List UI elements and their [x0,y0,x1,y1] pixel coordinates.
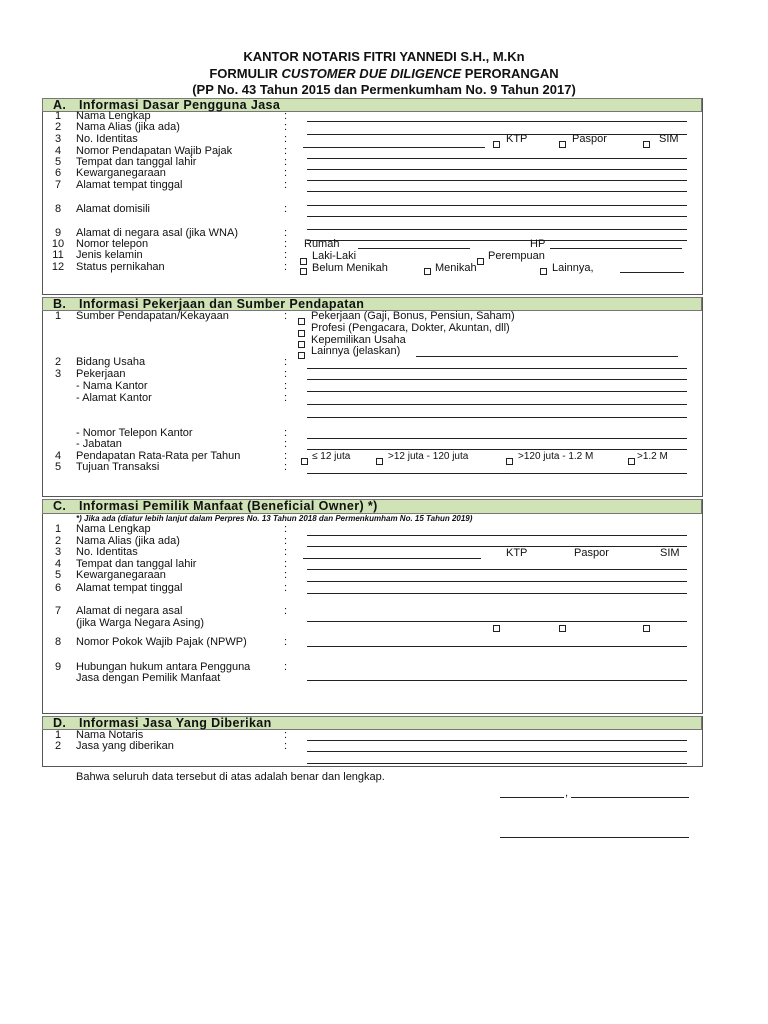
row-label: Sumber Pendapatan/Kekayaan [76,310,229,322]
row-colon: : [284,121,288,133]
row-label: - Nomor Telepon Kantor [76,427,193,439]
row-label: Bidang Usaha [76,356,146,368]
checkbox-single[interactable] [300,268,307,275]
row-colon: : [284,461,288,473]
row-colon: : [284,238,288,250]
row-label: Tempat dan tanggal lahir [76,558,197,570]
section-c-note: *) Jika ada (diatur lebih lanjut dalam Perpres No. 13 Tahun 2018 dan Permenkumham No. 15 Tahun 2019) [76,514,473,523]
field-line[interactable] [307,169,687,170]
row-number: 1 [54,310,62,322]
phone-home-line[interactable] [358,248,470,249]
signature-name-line[interactable] [500,837,689,838]
section-d-header [42,716,702,730]
section-b-letter: B. [53,297,67,311]
row-label: - Jabatan [76,438,122,450]
row-label: Alamat tempat tinggal [76,582,183,594]
row-label: No. Identitas [76,546,138,558]
gender-male: Laki-Laki [312,250,357,262]
checkbox-src-job[interactable] [298,318,305,325]
form-title-suffix: PERORANGAN [461,66,559,81]
checkbox-src-profession[interactable] [298,330,305,337]
field-line[interactable] [307,121,687,122]
income-source-job: Pekerjaan (Gaji, Bonus, Pensiun, Saham) [311,310,515,322]
row-colon: : [284,156,288,168]
row-number: 3 [54,133,62,145]
row-number: 9 [54,227,62,239]
bo-checkbox-ktp[interactable] [493,625,500,632]
row-label: - Alamat Kantor [76,392,152,404]
row-colon: : [284,310,288,322]
row-number: 4 [54,558,62,570]
row-label: Jasa dengan Pemilik Manfaat [76,672,221,684]
form-title-italic: CUSTOMER DUE DILIGENCE [281,66,462,81]
row-label: Nama Alias (jika ada) [76,121,180,133]
checkbox-married[interactable] [424,268,431,275]
field-line[interactable] [307,191,687,192]
section-c-header [42,499,702,514]
row-colon: : [284,145,288,157]
row-label: Tempat dan tanggal lahir [76,156,197,168]
income-source-other: Lainnya (jelaskan) [311,345,401,357]
row-number: 9 [54,661,62,673]
row-label: Status pernikahan [76,261,165,273]
row-number: 1 [54,523,62,535]
checkbox-female[interactable] [477,258,484,265]
row-number: 11 [52,249,64,261]
checkbox-marital-other[interactable] [540,268,547,275]
row-label: Jasa yang diberikan [76,740,174,752]
income-source-profession: Profesi (Pengacara, Dokter, Akuntan, dll) [311,322,510,334]
field-line[interactable] [307,417,687,418]
row-label: Nomor telepon [76,238,149,250]
id-type-sim: SIM [659,133,679,145]
statement: Bahwa seluruh data tersebut di atas adalah benar dan lengkap. [76,771,385,783]
row-colon: : [284,133,288,145]
form-title [0,66,768,81]
row-label: Pendapatan Rata-Rata per Tahun [76,450,241,462]
row-label: (jika Warga Negara Asing) [76,617,204,629]
field-line[interactable] [307,229,687,230]
bo-id-type-sim: SIM [660,547,680,559]
checkbox-male[interactable] [300,258,307,265]
field-line[interactable] [307,581,687,582]
row-label: Nomor Pokok Wajib Pajak (NPWP) [76,636,247,648]
row-label: Hubungan hukum antara Pengguna [76,661,251,673]
income-other-line[interactable] [416,356,678,357]
field-line[interactable] [307,438,687,439]
row-colon: : [284,392,288,404]
row-number: 5 [54,461,62,473]
row-colon: : [284,582,288,594]
phone-hp-line[interactable] [550,248,682,249]
field-line[interactable] [307,646,687,647]
row-number: 2 [54,535,62,547]
gender-female: Perempuan [488,250,545,262]
bo-id-type-ktp: KTP [506,547,528,559]
field-line[interactable] [307,593,687,594]
row-colon: : [284,203,288,215]
field-line[interactable] [307,449,687,450]
field-line[interactable] [307,379,687,380]
section-b-header [42,297,702,311]
row-number: 2 [54,356,62,368]
row-number: 1 [54,729,62,741]
checkbox-src-other[interactable] [298,352,305,359]
row-number: 12 [51,261,65,273]
row-number: 10 [51,238,65,250]
row-colon: : [284,558,288,570]
field-line[interactable] [307,205,687,206]
income-source-business: Kepemilikan Usaha [311,334,406,346]
section-c-letter: C. [53,499,67,513]
income-range-1: ≤ 12 juta [312,451,351,462]
row-number: 5 [54,156,62,168]
row-colon: : [284,450,288,462]
row-colon: : [284,427,288,439]
row-label: Alamat di negara asal (jika WNA) [76,227,239,239]
section-a-title: Informasi Dasar Pengguna Jasa [79,98,281,112]
form-title-prefix: FORMULIR [209,66,282,81]
row-label: Nama Notaris [76,729,144,741]
row-label: - Nama Kantor [76,380,148,392]
row-number: 2 [54,740,62,752]
row-number: 6 [54,167,62,179]
section-d-title: Informasi Jasa Yang Diberikan [79,716,272,730]
row-colon: : [284,729,288,741]
row-label: Nama Lengkap [76,523,151,535]
field-line[interactable] [307,763,687,764]
row-label: Jenis kelamin [76,249,143,261]
checkbox-income-1[interactable] [301,458,308,465]
checkbox-sim[interactable] [643,141,650,148]
field-line[interactable] [307,740,687,741]
phone-hp-label: HP [530,238,546,250]
row-label: Nama Lengkap [76,110,151,122]
row-label: Kewarganegaraan [76,167,166,179]
checkbox-src-business[interactable] [298,341,305,348]
checkbox-income-3[interactable] [506,458,513,465]
row-label: Alamat di negara asal [76,605,183,617]
field-line[interactable] [307,751,687,752]
row-colon: : [284,110,288,122]
office-title: KANTOR NOTARIS FITRI YANNEDI S.H., M.Kn [243,49,525,64]
row-number: 8 [54,636,62,648]
row-label: Alamat domisili [76,203,150,215]
phone-home-label: Rumah [304,238,340,250]
row-colon: : [284,179,288,191]
row-colon: : [284,661,288,673]
income-range-2: >12 juta - 120 juta [388,451,469,462]
row-number: 8 [54,203,62,215]
row-label: Kewarganegaraan [76,569,166,581]
field-line[interactable] [307,180,687,181]
row-colon: : [284,523,288,535]
row-colon: : [284,546,288,558]
section-b-title: Informasi Pekerjaan dan Sumber Pendapatan [79,297,365,311]
marital-married: Menikah [435,262,477,274]
row-label: Tujuan Transaksi [76,461,160,473]
row-colon: : [284,636,288,648]
marital-other-line[interactable] [620,272,684,273]
row-colon: : [284,356,288,368]
row-colon: : [284,368,288,380]
row-number: 4 [54,450,62,462]
field-line[interactable] [307,158,687,159]
row-number: 3 [54,368,62,380]
field-line[interactable] [307,680,687,681]
row-label: No. Identitas [76,133,138,145]
row-number: 1 [54,110,62,122]
signature-place-line[interactable] [500,797,564,798]
row-colon: : [284,227,288,239]
row-number: 4 [54,145,62,157]
row-colon: : [284,261,288,273]
section-d-letter: D. [53,716,67,730]
bo-checkbox-sim[interactable] [643,625,650,632]
row-label: Pekerjaan [76,368,126,380]
field-line[interactable] [307,546,687,547]
checkbox-paspor[interactable] [559,141,566,148]
field-line[interactable] [307,404,687,405]
marital-single: Belum Menikah [312,262,388,274]
bo-checkbox-paspor[interactable] [559,625,566,632]
row-colon: : [284,605,288,617]
row-colon: : [284,167,288,179]
field-line[interactable] [303,558,481,559]
field-line[interactable] [307,473,687,474]
income-range-3: >120 juta - 1.2 M [518,451,594,462]
row-colon: : [284,535,288,547]
row-label: Nomor Pendapatan Wajib Pajak [76,145,233,157]
checkbox-income-4[interactable] [628,458,635,465]
bo-id-type-paspor: Paspor [574,547,609,559]
field-line[interactable] [307,368,687,369]
income-range-4: >1.2 M [637,451,668,462]
signature-date-line[interactable] [571,797,689,798]
field-line[interactable] [307,216,687,217]
row-label: Alamat tempat tinggal [76,179,183,191]
row-colon: : [284,740,288,752]
row-colon: : [284,380,288,392]
row-colon: : [284,569,288,581]
id-type-ktp: KTP [506,133,528,145]
field-line[interactable] [307,134,687,135]
row-number: 7 [54,605,62,617]
marital-other: Lainnya, [552,262,594,274]
row-colon: : [284,438,288,450]
field-line[interactable] [307,240,687,241]
row-label: Nama Alias (jika ada) [76,535,180,547]
field-line[interactable] [307,535,687,536]
field-line[interactable] [307,621,687,622]
field-line[interactable] [307,569,687,570]
field-line[interactable] [303,147,485,148]
checkbox-income-2[interactable] [376,458,383,465]
row-number: 3 [54,546,62,558]
row-number: 5 [54,569,62,581]
section-a-letter: A. [53,98,67,112]
checkbox-ktp[interactable] [493,141,500,148]
row-number: 6 [54,582,62,594]
legal-basis: (PP No. 43 Tahun 2015 dan Permenkumham No. 9 Tahun 2017) [192,82,576,97]
row-colon: : [284,249,288,261]
row-number: 2 [54,121,62,133]
section-c-title: Informasi Pemilik Manfaat (Beneficial Owner) *) [79,499,378,513]
date-separator: , [565,787,569,799]
id-type-paspor: Paspor [572,133,607,145]
field-line[interactable] [307,391,687,392]
row-number: 7 [54,179,62,191]
